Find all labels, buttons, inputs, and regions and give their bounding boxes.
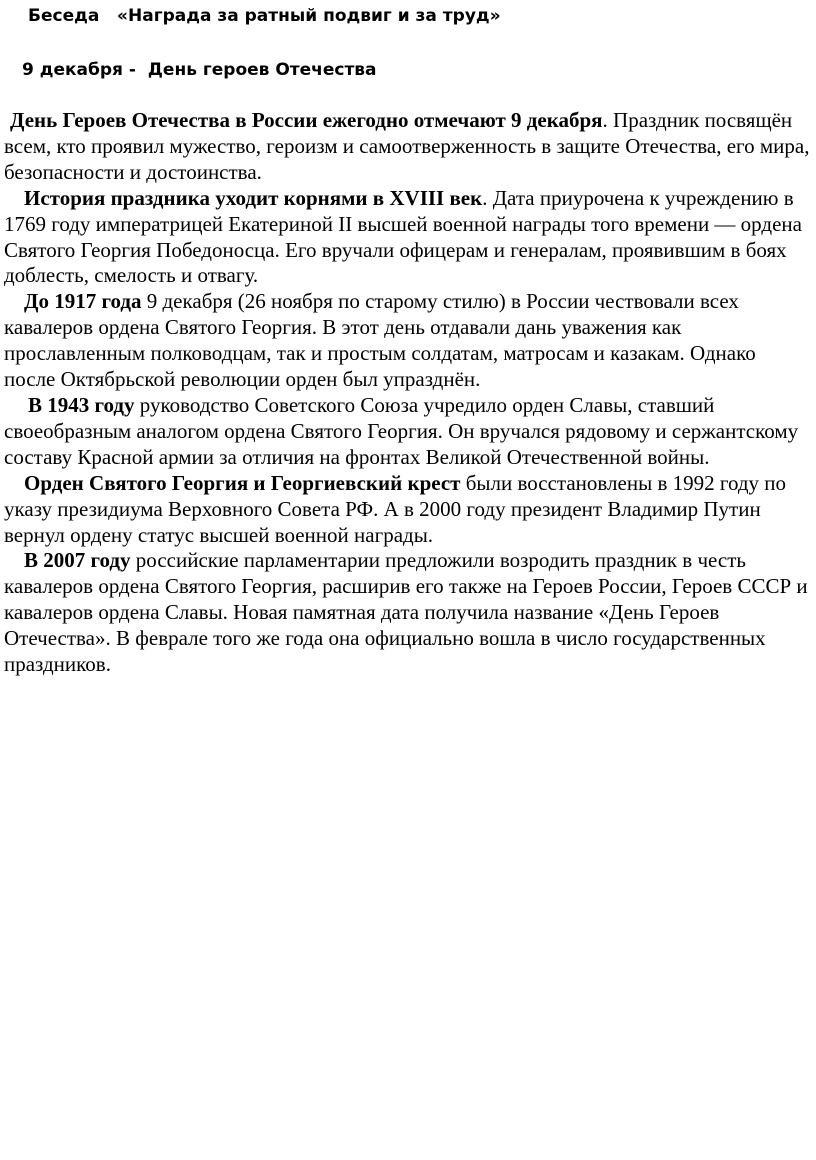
paragraph-history bbox=[4, 186, 812, 290]
paragraph-intro bbox=[4, 108, 812, 186]
paragraph-2007 bbox=[4, 548, 812, 678]
paragraph-lead: День Героев Отечества в России ежегодно отмечают 9 декабря bbox=[10, 108, 603, 132]
document-title: Беседа «Награда за ратный подвиг и за труд» bbox=[28, 6, 501, 26]
paragraph-text: . Праздник посвящён всем, кто проявил мужество, героизм и самоотверженность в защите Отечества, его мира, безопасности и достоинства. bbox=[4, 108, 810, 184]
paragraph-lead: Орден Святого Георгия и Георгиевский крест bbox=[24, 470, 461, 495]
paragraph-lead: В 1943 году bbox=[28, 392, 135, 417]
document-body bbox=[4, 108, 812, 678]
paragraph-1917 bbox=[4, 289, 812, 393]
paragraph-lead: В 2007 году bbox=[24, 548, 131, 573]
paragraph-lead: История праздника уходит корнями в XVIII век bbox=[24, 185, 483, 210]
paragraph-text: 9 декабря (26 ноября по старому стилю) в России чествовали всех кавалеров ордена Святого Георгия. В этот день отдавали дань уважения как прославленным полководцам, так и простым солдатам, матросам и казакам. Однако после Октябрьской революции орден был упразднён. bbox=[4, 289, 756, 392]
paragraph-1992 bbox=[4, 471, 812, 549]
paragraph-text: . Дата приурочена к учреждению в 1769 году императрицей Екатериной II высшей военной награды того времени — ордена Святого Георгия Победоносца. Его вручали офицерам и генералам, проявившим в боях доблесть, смелость и отвагу. bbox=[4, 185, 802, 288]
paragraph-lead: До 1917 года bbox=[24, 289, 142, 314]
paragraph-text: руководство Советского Союза учредило орден Славы, ставший своеобразным аналогом ордена Святого Георгия. Он вручался рядовому и сержантскому составу Красной армии за отличия на фронтах Великой Отечественной войны. bbox=[4, 392, 799, 469]
paragraph-1943 bbox=[4, 393, 812, 471]
paragraph-text: российские парламентарии предложили возродить праздник в честь кавалеров ордена Святого Георгия, расширив его также на Героев России, Героев СССР и кавалеров ордена Славы. Новая памятная дата получила название «День Героев Отечества». В феврале того же года она официально вошла в число государственных праздников. bbox=[4, 548, 808, 677]
document-subtitle: 9 декабря - День героев Отечества bbox=[22, 60, 377, 80]
paragraph-text: были восстановлены в 1992 году по указу президиума Верховного Совета РФ. А в 2000 году президент Владимир Путин вернул ордену статус высшей военной награды. bbox=[4, 470, 787, 547]
